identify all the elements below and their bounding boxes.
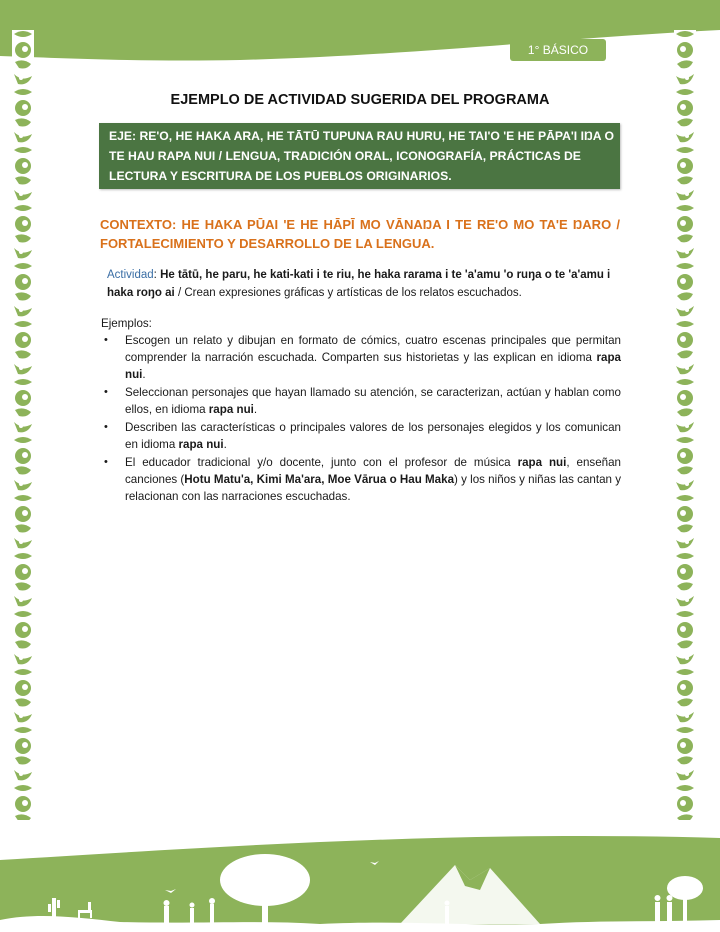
example-item: [101, 384, 621, 418]
right-decorative-border: [674, 30, 696, 820]
unit-badge: 1° BÁSICO Unidad 1: [510, 39, 606, 61]
activity-paragraph: [107, 266, 627, 302]
example-text: .: [142, 368, 146, 381]
bottom-landscape-illustration: [0, 820, 720, 932]
example-bold-text: rapa nui: [208, 403, 254, 416]
example-text: .: [253, 403, 258, 416]
contexto-heading: CONTEXTO: HE HAKA PŪAI 'E HE HĀPĪ MO VĀNAŊA I TE RE'O MO TA'E ŊARO / FORTALECIMIENTO Y DESARROLLO DE LA LENGUA.: [100, 217, 620, 251]
bullet-icon: •: [104, 421, 108, 433]
bullet-icon: •: [104, 386, 108, 398]
examples-list: [101, 332, 621, 505]
example-bold-text: rapa nui: [125, 351, 621, 381]
example-bold-text: Hotu Matu'a, Kimi Ma'ara, Moe Vārua o Hau Maka: [184, 473, 455, 486]
activity-label: Actividad: [107, 269, 154, 281]
example-text: ) y los niños y niñas las cantan y relacionan con las narraciones escuchadas.: [125, 473, 621, 503]
example-item: [101, 454, 621, 505]
example-item: [101, 419, 621, 453]
examples-section: [101, 315, 621, 506]
top-banner-wave: [0, 0, 720, 70]
page-title: EJEMPLO DE ACTIVIDAD SUGERIDA DEL PROGRAMA: [170, 92, 550, 108]
example-text: , enseñan canciones (: [125, 456, 621, 486]
activity-separator: :: [153, 269, 161, 281]
example-item: [101, 332, 621, 383]
example-text: Escogen un relato y dibujan en formato de cómics, cuatro escenas principales que permitan comprender la narración escuchada. Comparten sus historietas y las explican en idioma: [125, 334, 621, 364]
examples-heading: Ejemplos:: [101, 317, 152, 330]
example-bold-text: rapa nui: [517, 456, 567, 469]
activity-spanish-text: / Crean expresiones gráficas y artísticas de los relatos escuchados.: [174, 287, 522, 299]
example-bold-text: rapa nui: [178, 438, 224, 451]
bullet-icon: •: [104, 456, 108, 468]
example-text: .: [223, 438, 227, 451]
example-text: Describen las características o principales valores de los personajes elegidos y los comunican en idioma: [125, 421, 621, 451]
example-text: Seleccionan personajes que hayan llamado su atención, se caracterizan, actúan y hablan como ellos, en idioma: [125, 386, 621, 416]
left-decorative-border: [12, 30, 34, 820]
eje-box: EJE: RE'O, HE HAKA ARA, HE TĀTŪ TUPUNA RAU HURU, HE TAI'O 'E HE PĀPA'I IŊA O TE HAU RAPA NUI / LENGUA, TRADICIÓN ORAL, ICONOGRAFÍA, PRÁCTICAS DE LECTURA Y ESCRITURA DE LOS PUEBLOS ORIGINARIOS.: [99, 123, 620, 189]
example-text: El educador tradicional y/o docente, junto con el profesor de música: [125, 456, 518, 469]
bullet-icon: •: [104, 334, 108, 346]
activity-rapa-nui-text: He tātū, he paru, he kati-kati i te riu, he haka rarama i te 'a'amu 'o ruŋa o te 'a'amu i haka roŋo ai: [107, 269, 611, 299]
